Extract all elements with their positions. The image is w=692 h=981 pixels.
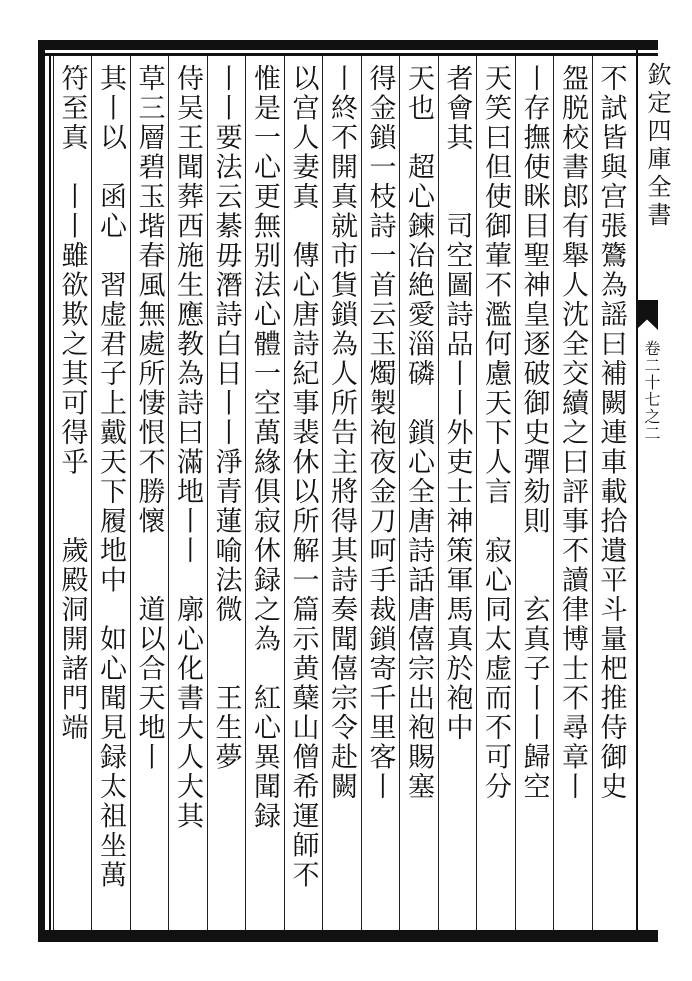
text-column: 丨存撫使眯目聖神皇逐破御史彈劾則 玄真子丨丨歸空	[518, 64, 550, 802]
column-rule	[91, 56, 92, 930]
text-column: 其丨以 函心 習虚君子上戴天下履地中 如心聞見録太祖坐萬	[95, 64, 126, 890]
column-rule	[515, 56, 516, 930]
frame-top-border	[38, 40, 658, 50]
column-rule	[438, 56, 439, 930]
frame-left-inner-border	[49, 53, 51, 933]
text-column: 侍吴王聞葬西施生應教為詩曰滿地丨丨 廓心化書大人大其	[172, 64, 203, 831]
text-column: 天也 超心鍊冶絶愛淄磷 鎖心全唐詩話唐僖宗出袍賜塞	[403, 64, 434, 802]
text-column: 丨丨要法云綦毋潛詩白日丨丨淨青蓮喻法微 王生夢	[210, 64, 242, 772]
column-rule	[168, 56, 169, 930]
text-column: 盌脱校書郎有舉人沈全交續之曰評事不讀律博士不尋章丨	[557, 64, 588, 802]
column-rule	[284, 56, 285, 930]
column-rule	[245, 56, 246, 930]
text-column: 草三層碧玉堦春風無處所悽恨不勝懷 道以合天地丨	[133, 64, 165, 772]
text-column: 得金鎖一枝詩一首云玉燭製袍夜金刀呵手裁鎖寄千里客丨	[364, 64, 396, 802]
text-column: 符至真 丨丨雖欲欺之其可得乎 歲殿洞開諸門端	[56, 64, 88, 743]
column-rule	[322, 56, 323, 930]
margin-juan-label: 卷二十七之二	[642, 340, 661, 442]
column-rule	[53, 56, 54, 930]
column-rule	[361, 56, 362, 930]
text-column: 丨終不開真就市貨鎖為人所告主將得其詩奏聞僖宗令赴闕	[326, 64, 357, 802]
column-rule	[130, 56, 131, 930]
frame-top-inner-border	[38, 53, 658, 56]
text-column: 者會其 司空圖詩品丨丨外吏士神策軍馬真於袍中	[441, 64, 473, 743]
column-rule	[476, 56, 477, 930]
text-column: 以宫人妻真 傳心唐詩紀事裴休以所解一篇示黄蘖山僧希運師不	[287, 64, 319, 890]
text-column: 天笑曰但使御葷不濫何慮天下人言 寂心同太虚而不可分	[480, 64, 511, 802]
column-rule	[399, 56, 400, 930]
text-column: 惟是一心更無别法心體一空萬緣俱寂休録之為 紅心異聞録	[249, 64, 280, 831]
column-rule	[553, 56, 554, 930]
column-rule	[592, 56, 593, 930]
frame-bottom-border	[38, 930, 658, 942]
column-rule	[207, 56, 208, 930]
text-column: 不試皆與宫張鷟為謡曰補闕連車載拾遺平斗量杷推侍御史	[595, 64, 627, 802]
frame-left-border	[38, 40, 45, 942]
margin-book-title: 欽定四庫全書	[643, 62, 671, 230]
